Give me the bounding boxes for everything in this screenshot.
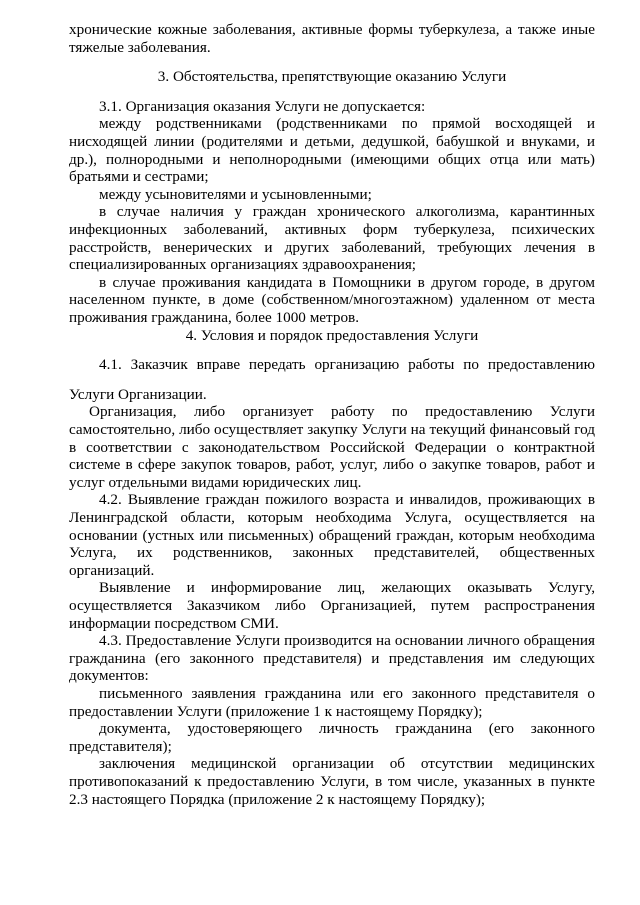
- text-line: самостоятельно, либо осуществляет закупку Услуги на текущий финансовый год: [69, 421, 595, 438]
- text-line: в случае наличия у граждан хронического алкоголизма, карантинных: [99, 203, 595, 221]
- text-line: между родственниками (родственниками по прямой восходящей и: [99, 115, 595, 133]
- text-line: осуществляется Заказчиком либо Организацией, путем распространения: [69, 597, 595, 614]
- text-line: населенном пункте, в доме (собственном/многоэтажном) удаленном от места: [69, 291, 595, 309]
- section-4-heading: 4. Условия и порядок предоставления Услуги: [185, 326, 479, 344]
- text-line: документа, удостоверяющего личность гражданина (его законного: [99, 720, 595, 738]
- text-line: расстройств, венерических и других заболеваний, требующих лечения в: [69, 238, 595, 256]
- text-line: Выявление и информирование лиц, желающих оказывать Услугу,: [99, 579, 595, 597]
- text-line: 4.1. Заказчик вправе передать организацию работы по предоставлению: [99, 356, 595, 374]
- text-line: организаций.: [69, 561, 155, 579]
- paragraph-3-1: 3.1. Организация оказания Услуги не допускается:: [99, 97, 426, 115]
- text-line: гражданина (его законного представителя) и представления им следующих: [69, 649, 595, 667]
- text-line: в соответствии с законодательством Российской Федерации о контрактной: [69, 438, 595, 456]
- text-line: между усыновителями и усыновленными;: [99, 185, 372, 203]
- text-line: 2.3 настоящего Порядка (приложение 2 к настоящему Порядку);: [69, 790, 486, 808]
- text-line: 4.3. Предоставление Услуги производится на основании личного обращения: [99, 632, 595, 650]
- text-line: инфекционных заболеваний, активных форм туберкулеза, психических: [69, 221, 595, 238]
- text-line: Ленинградской области, которым необходима Услуга, осуществляется на: [69, 509, 595, 526]
- text-line: документов:: [69, 667, 149, 685]
- text-line: др.), полнородными и неполнородными (имеющими общих отца или мать): [69, 150, 595, 168]
- text-line: специализированных организациях здравоохранения;: [69, 256, 417, 274]
- text-line: услуг отдельными видами юридических лиц.: [69, 473, 362, 491]
- text-line: проживания гражданина, более 1000 метров.: [69, 309, 360, 326]
- text-line: 4.2. Выявление граждан пожилого возраста и инвалидов, проживающих в: [99, 491, 595, 509]
- text-line: в случае проживания кандидата в Помощники в другом городе, в другом: [99, 273, 595, 291]
- text-line: информации посредством СМИ.: [69, 614, 279, 632]
- text-line: представителя);: [69, 737, 172, 755]
- text-line: нисходящей линии (родителями и детьми, дедушкой, бабушкой и внуками, и: [69, 133, 595, 150]
- text-line: братьями и сестрами;: [69, 168, 209, 186]
- text-line: Услуги Организации.: [69, 385, 207, 403]
- text-line: заключения медицинской организации об отсутствии медицинских: [99, 755, 595, 773]
- text-line: основании (устных или письменных) обращений граждан, которым необходима: [69, 526, 595, 544]
- text-line: Организация, либо организует работу по предоставлению Услуги: [89, 403, 595, 421]
- text-line: Услуга, их родственников, законных представителей, общественных: [69, 544, 595, 562]
- text-line: письменного заявления гражданина или его законного представителя о: [99, 685, 595, 702]
- text-line: системе в сфере закупок товаров, работ, услуг, либо о закупке товаров, работ и: [69, 456, 595, 474]
- text-line: хронические кожные заболевания, активные формы туберкулеза, а также иные: [69, 21, 595, 38]
- text-line: противопоказаний к предоставлению Услуги, в том числе, указанных в пункте: [69, 773, 595, 790]
- text-line: тяжелые заболевания.: [69, 38, 211, 56]
- text-line: предоставлении Услуги (приложение 1 к настоящему Порядку);: [69, 702, 483, 720]
- section-3-heading: 3. Обстоятельства, препятствующие оказанию Услуги: [157, 68, 507, 86]
